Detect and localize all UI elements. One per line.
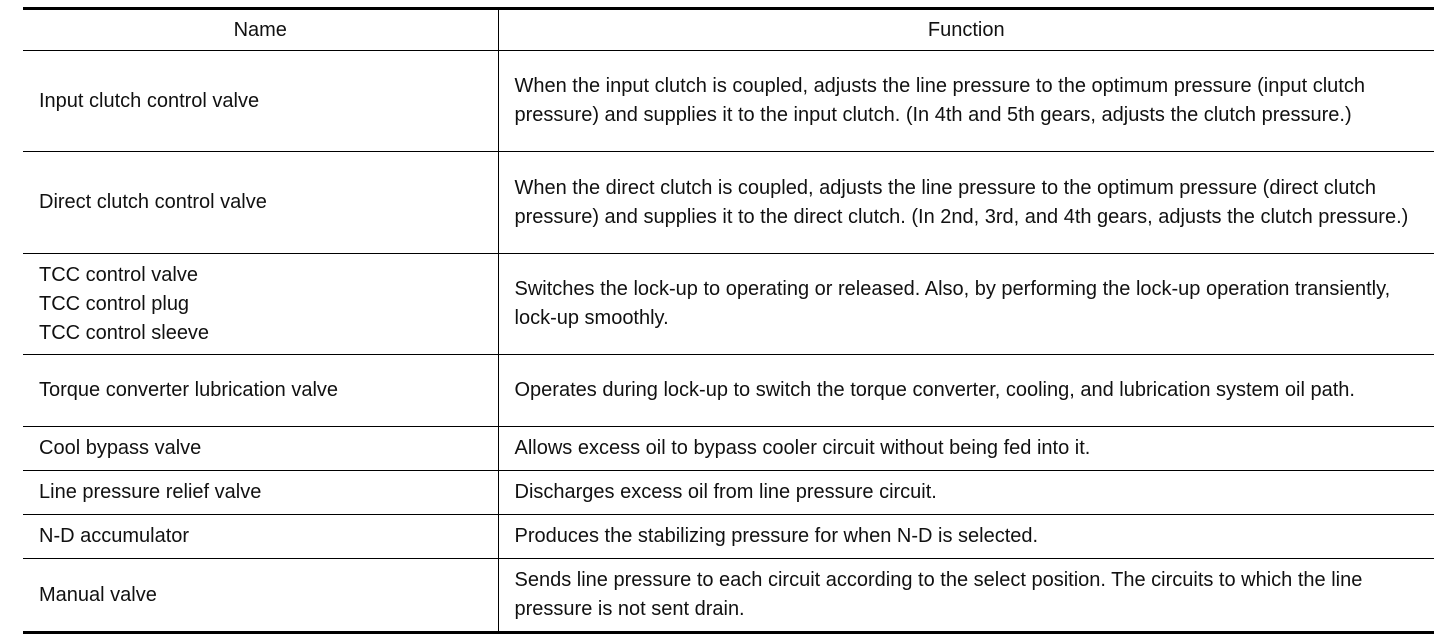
function-cell: Discharges excess oil from line pressure circuit. — [498, 471, 1434, 515]
name-cell — [23, 152, 498, 254]
table-row — [23, 254, 1434, 355]
table-row — [23, 471, 1434, 515]
name-cell — [23, 471, 498, 515]
table-row — [23, 515, 1434, 559]
name-cell — [23, 427, 498, 471]
name-cell — [23, 559, 498, 633]
valve-function-table-container — [23, 7, 1434, 634]
valve-name: Input clutch control valve — [39, 89, 260, 112]
function-cell: When the input clutch is coupled, adjusts the line pressure to the optimum pressure (input clutch pressure) and supplies it to the input clutch. (In 4th and 5th gears, adjusts the clutch pressure.) — [498, 51, 1434, 152]
table-row — [23, 427, 1434, 471]
valve-name: Torque converter lubrication valve — [39, 379, 339, 401]
header-row — [23, 9, 1434, 51]
table-row — [23, 559, 1434, 633]
column-header-function: Function — [498, 9, 1434, 51]
table-row — [23, 355, 1434, 427]
table-header — [23, 9, 1434, 51]
valve-name: Cool bypass valve — [39, 437, 202, 459]
function-cell: Produces the stabilizing pressure for when N-D is selected. — [498, 515, 1434, 559]
function-cell: Allows excess oil to bypass cooler circuit without being fed into it. — [498, 427, 1434, 471]
table-row — [23, 152, 1434, 254]
name-cell — [23, 51, 498, 152]
valve-name: TCC control sleeve — [39, 321, 210, 344]
name-cell — [23, 254, 498, 355]
name-cell — [23, 515, 498, 559]
valve-name: Manual valve — [39, 583, 157, 606]
function-cell: Switches the lock-up to operating or released. Also, by performing the lock-up operation transiently, lock-up smoothly. — [498, 254, 1434, 355]
valve-name: Direct clutch control valve — [39, 191, 267, 213]
column-header-name: Name — [23, 9, 498, 51]
function-cell: Operates during lock-up to switch the torque converter, cooling, and lubrication system oil path. — [498, 355, 1434, 427]
name-cell — [23, 355, 498, 427]
valve-function-table — [23, 7, 1434, 634]
valve-name: N-D accumulator — [39, 525, 190, 547]
valve-name: TCC control valve — [39, 263, 198, 286]
valve-name: Line pressure relief valve — [39, 481, 262, 503]
table-row — [23, 51, 1434, 152]
valve-name: TCC control plug — [39, 292, 190, 315]
function-cell: When the direct clutch is coupled, adjusts the line pressure to the optimum pressure (direct clutch pressure) and supplies it to the direct clutch. (In 2nd, 3rd, and 4th gears, adjusts the clutch pressure.) — [498, 152, 1434, 254]
function-cell: Sends line pressure to each circuit according to the select position. The circuits to which the line pressure is not sent drain. — [498, 559, 1434, 633]
table-body — [23, 51, 1434, 633]
